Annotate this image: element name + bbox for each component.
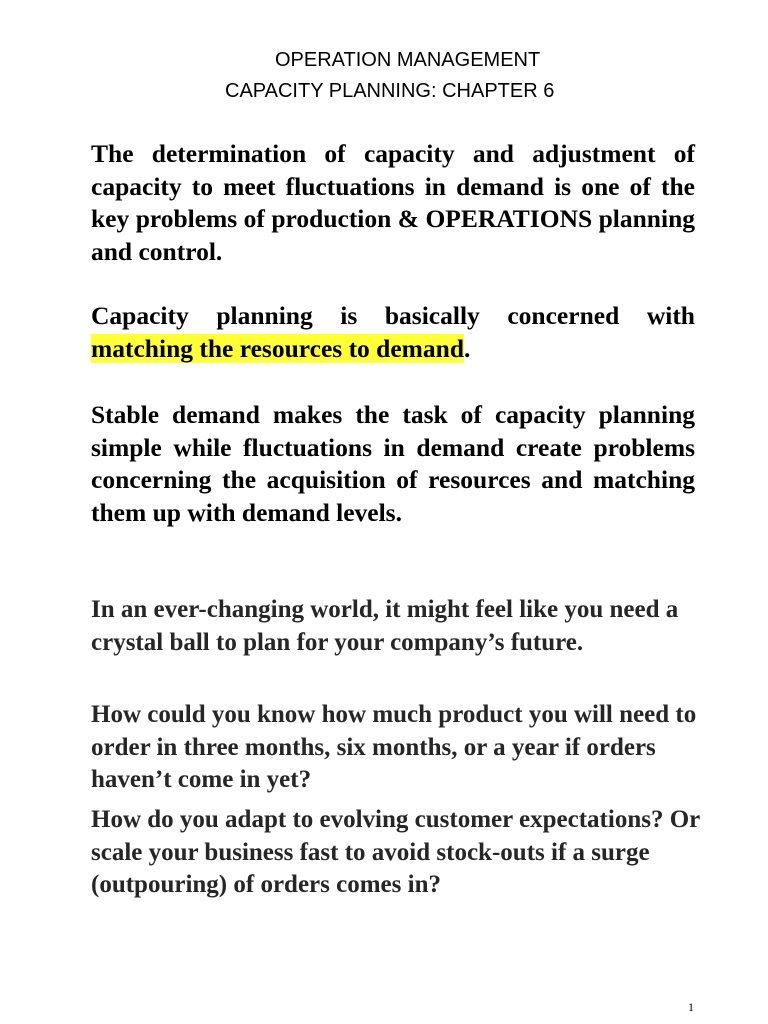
- highlighted-phrase: matching the resources to demand: [91, 333, 465, 363]
- paragraph-capacity-determination: The determination of capacity and adjustment of capacity to meet fluctuations in demand is one of the key problems of production & OPERATIONS planning and control.: [91, 139, 695, 266]
- document-header-title: OPERATION MANAGEMENT: [275, 49, 541, 71]
- paragraph-stable-demand: Stable demand makes the task of capacity planning simple while fluctuations in demand create problems concerning the acquisition of resources and matching them up with demand levels.: [91, 400, 695, 527]
- paragraph-ever-changing-world: In an ever-changing world, it might feel like you need a crystal ball to plan for your company’s future.: [91, 596, 679, 656]
- page-number: 1: [688, 1000, 694, 1014]
- document-header-chapter: CAPACITY PLANNING: CHAPTER 6: [225, 80, 555, 102]
- paragraph-capacity-planning-definition: [91, 300, 695, 365]
- paragraph-text: Capacity planning is basically concerned with: [91, 301, 695, 330]
- paragraph-adapt-question: How do you adapt to evolving customer expectations? Or scale your business fast to avoid stock-outs if a surge (outpouring) of orders comes in?: [91, 806, 700, 898]
- paragraph-order-question: How could you know how much product you will need to order in three months, six months, or a year if orders haven’t come in yet?: [91, 701, 697, 793]
- paragraph-text-end: .: [464, 333, 471, 363]
